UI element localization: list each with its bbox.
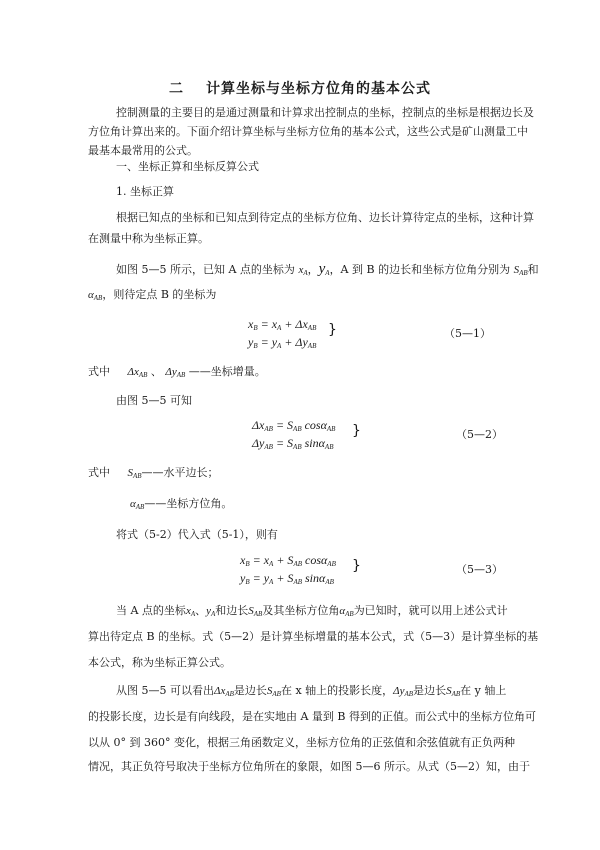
intro-line-2: 方位角计算出来的。下面介绍计算坐标与坐标方位角的基本公式，这些公式是矿山测量工中 [88, 125, 528, 138]
para2-line-1: 如图 5—5 所示，已知 A 点的坐标为 $x_A$，$y_A$，A 到 B 的边长和坐标方位角分别为 $S_{AB}$和 [116, 261, 539, 277]
equation-5-1: $x_B = x_A + \Delta x_{AB}$ $y_B = y_A + \Delta y_{AB}$ [248, 317, 317, 350]
equation-number-5-2: （5—2） [456, 428, 503, 441]
shizhong-line-3: $\alpha_{AB}——$坐标方位角。 [130, 497, 233, 511]
para1-line-2: 在测量中称为坐标正算。 [88, 232, 209, 245]
dairu-line: 将式（5-2）代入式（5-1），则有 [116, 528, 278, 541]
section-heading: 一、坐标正算和坐标反算公式 [116, 160, 259, 173]
para2-line-2: $\alpha_{AB}$，则待定点 B 的坐标为 [88, 288, 217, 302]
intro-line-3: 最基本最常用的公式。 [88, 144, 198, 157]
brace: } [352, 558, 361, 574]
para4-line-4: 情况，其正负符号取决于坐标方位角所在的象限，如图 5—6 所示。从式（5—2）知，由于 [88, 760, 530, 773]
equation-5-2: $\Delta x_{AB} = S_{AB}$ cosα$_{AB}$ $\Delta y_{AB} = S_{AB}$ sinα$_{AB}$ [252, 418, 336, 451]
subsection-heading: 1. 坐标正算 [116, 185, 174, 198]
equation-number-5-3: （5—3） [456, 563, 503, 576]
para4-line-2: 的投影长度，边长是有向线段，是在实地由 A 量到 B 得到的正值。而公式中的坐标方位角可 [88, 710, 537, 723]
para3-line-3: 本公式，称为坐标正算公式。 [88, 656, 231, 669]
page-title [0, 78, 600, 98]
brace: } [352, 423, 361, 439]
para1-line-1: 根据已知点的坐标和已知点到待定点的坐标方位角、边长计算待定点的坐标，这种计算 [116, 211, 534, 224]
shizhong-line-1: 式中 $\Delta x_{AB}$ 、 $\Delta y_{AB}$ ——坐标增量。 [88, 365, 266, 379]
brace: } [328, 322, 337, 338]
intro-line-1: 控制测量的主要目的是通过测量和计算求出控制点的坐标，控制点的坐标是根据边长及 [116, 106, 534, 119]
para3-line-1: 当 A 点的坐标$x_A$、$y_A$和边长$S_{AB}$及其坐标方位角$\alpha_{AB}$为已知时，就可以用上述公式计 [116, 604, 508, 618]
equation-5-3: $x_B = x_A + S_{AB}$ cosα$_{AB}$ $y_B = y_A + S_{AB}$ sinα$_{AB}$ [240, 553, 336, 586]
shizhong-line-2: 式中 $S_{AB}——$水平边长； [88, 466, 219, 480]
title-number: 二 [169, 81, 184, 97]
para4-line-1: 从图 5—5 可以看出$\Delta x_{AB}$是边长$S_{AB}$在 x 轴上的投影长度，$\Delta y_{AB}$是边长$S_{AB}$在 y 轴上 [116, 684, 507, 698]
title-text: 计算坐标与坐标方位角的基本公式 [206, 81, 431, 97]
para3-line-2: 算出待定点 B 的坐标。式（5—2）是计算坐标增量的基本公式，式（5—3）是计算坐标的基 [88, 630, 539, 643]
equation-number-5-1: （5—1） [444, 327, 491, 340]
para4-line-3: 以从 0° 到 360° 变化，根据三角函数定义，坐标方位角的正弦值和余弦值就有正负两种 [88, 736, 515, 749]
youtu-line: 由图 5—5 可知 [116, 394, 192, 407]
